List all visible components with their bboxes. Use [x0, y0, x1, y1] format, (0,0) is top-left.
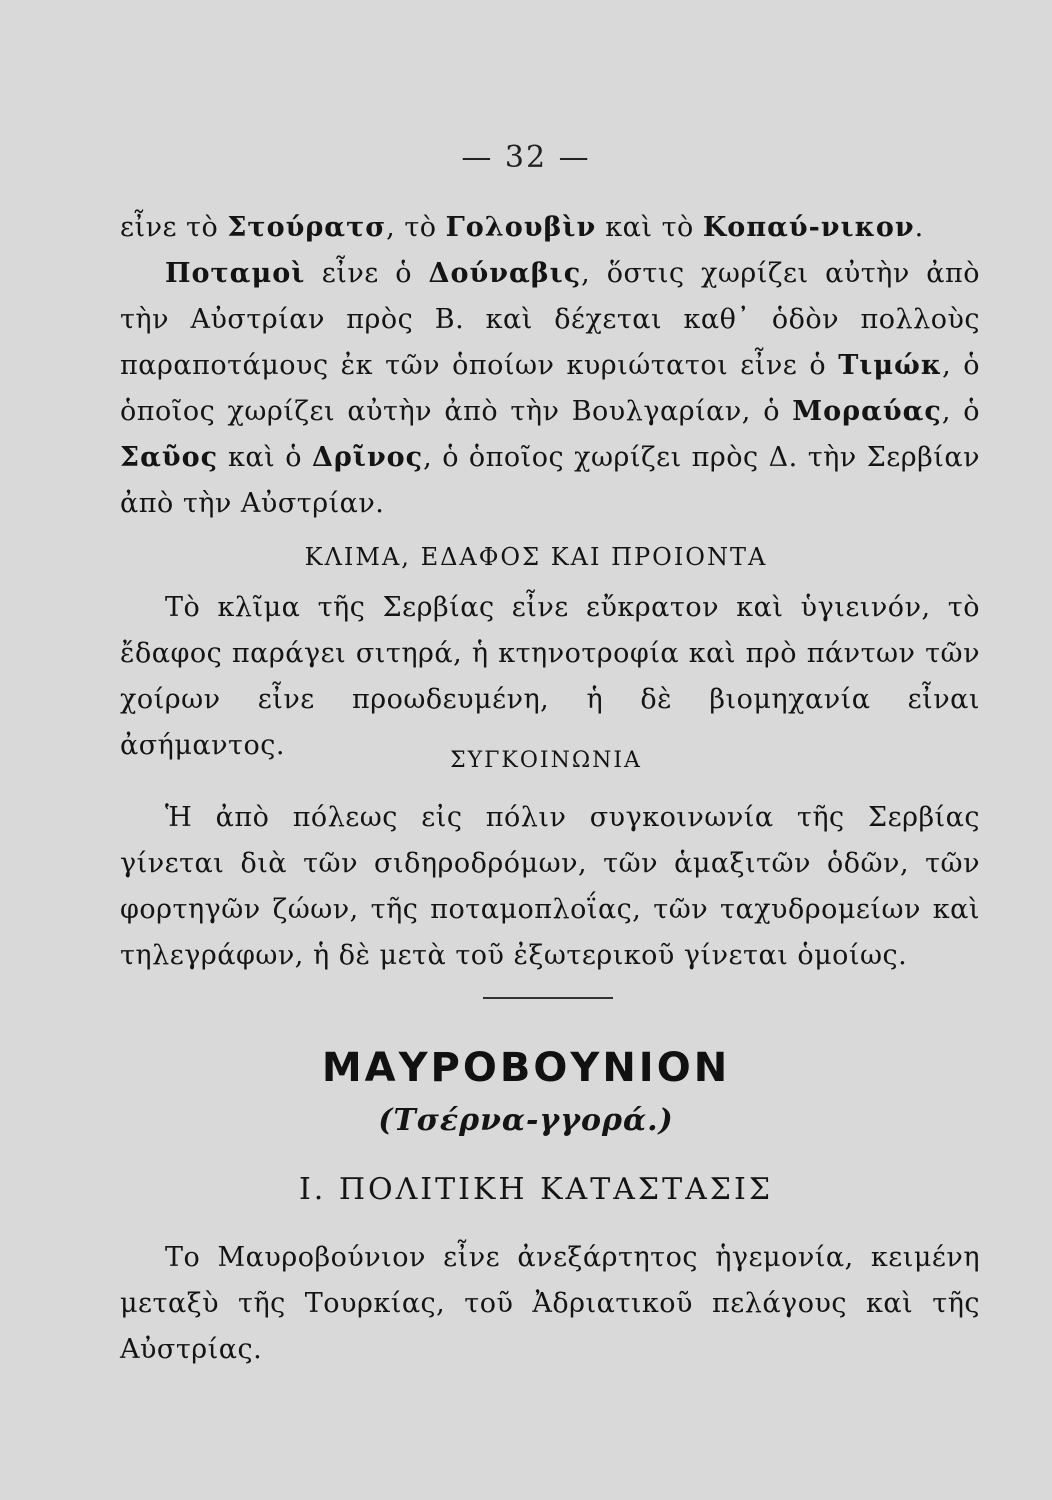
paragraph-rivers [120, 205, 980, 527]
section-heading-climate: ΚΛΙΜΑ, ΕΔΑΦΟΣ ΚΑΙ ΠΡΟΙΟΝΤΑ [304, 543, 768, 571]
text-run: καὶ τὸ [596, 212, 703, 243]
text-run: . [914, 212, 924, 243]
text-run: εἶνε ὁ [305, 258, 429, 289]
section-divider [483, 997, 613, 999]
river-name: Τιμώκ [838, 350, 943, 381]
river-name: Σαῦος [120, 442, 219, 473]
river-name: Δούναβις [428, 258, 582, 289]
paragraph-text: Ἡ ἀπὸ πόλεως εἰς πόλιν συγκοινωνία τῆς Σερβίας γίνεται διὰ τῶν σιδηροδρόμων, τῶν ἁμαξιτῶν ὁδῶν, τῶν φορτηγῶν ζώων, τῆς ποταμοπλοΐας, τῶν ταχυδρομείων καὶ τηλεγράφων, ἡ δὲ μετὰ τοῦ ἐξωτερικοῦ γίνεται ὁμοίως. [120, 802, 980, 971]
text-run: καὶ ὁ [218, 442, 312, 473]
chapter-title: ΜΑΥΡΟΒΟΥΝΙΟΝ [321, 1045, 731, 1091]
text-run: , ὅστις χωρίζει αὐτὴν ἀπὸ τὴν Αὐστρίαν πρὸς Β. καὶ δέχεται καθ᾽ ὁδὸν πολλοὺς παραποτάμους ἐκ τῶν ὁποίων κυριώτατοι εἶνε ὁ [120, 258, 980, 381]
paragraph-text: Το Μαυροβούνιον εἶνε ἀνεξάρτητος ἡγεμονία, κειμένη μεταξὺ τῆς Τουρκίας, τοῦ Ἀδριατικοῦ πελάγους καὶ τῆς Αὐστρίας. [120, 1242, 980, 1365]
river-name: Μοραύας [792, 396, 942, 427]
text-run: εἶνε τὸ [120, 212, 228, 243]
page-number: — 32 — [461, 140, 591, 175]
paragraph-climate [120, 585, 980, 769]
place-name: Κοπαύ-νικον [702, 212, 915, 243]
text-run: , ὁ ὁποῖος χωρίζει αὐτὴν ἀπὸ τὴν Βουλγαρίαν, ὁ [120, 350, 980, 427]
text-run: , ὁ [941, 396, 981, 427]
place-name: Στούρατσ [227, 212, 387, 243]
paragraph-political [120, 1235, 980, 1373]
paragraph-text: Τὸ κλῖμα τῆς Σερβίας εἶνε εὔκρατον καὶ ὑγιεινόν, τὸ ἔδαφος παράγει σιτηρά, ἡ κτηνοτροφία καὶ πρὸ πάντων τῶν χοίρων εἶνε προωδευμένη, ἡ δὲ βιομηχανία εἶναι ἀσήμαντος. [120, 592, 980, 761]
text-run: , τὸ [386, 212, 446, 243]
river-name: Δρῖνος [311, 442, 424, 473]
section-heading-political: Ι. ΠΟΛΙΤΙΚΗ ΚΑΤΑΣΤΑΣΙΣ [298, 1172, 774, 1207]
place-name: Γολουβὶν [445, 212, 597, 243]
chapter-subtitle: (Τσέρνα-γγορά.) [378, 1103, 674, 1138]
section-heading-communication: ΣΥΓΚΟΙΝΩΝΙΑ [450, 748, 642, 773]
bold-term: Ποταμοὶ [165, 258, 306, 289]
paragraph-communication [120, 795, 980, 979]
text-run: , ὁ ὁποῖος χωρίζει πρὸς Δ. τὴν Σερβίαν ἀπὸ τὴν Αὐστρίαν. [120, 442, 981, 519]
